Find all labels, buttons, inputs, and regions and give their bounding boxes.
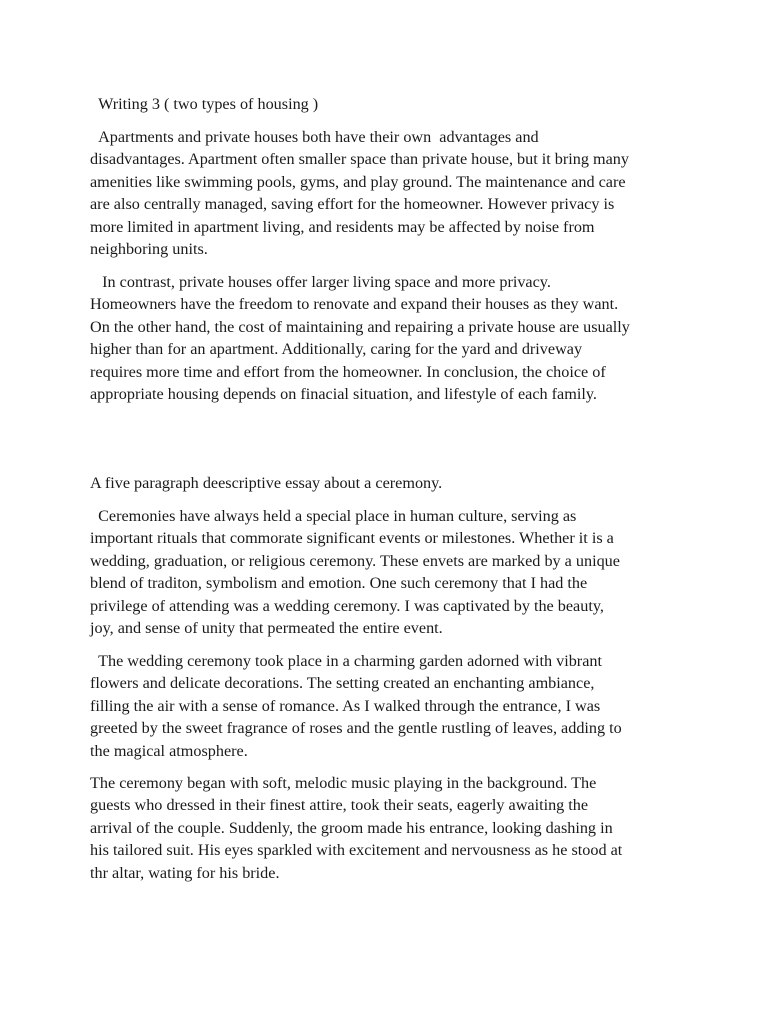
section2-paragraph-3: The ceremony began with soft, melodic music playing in the background. The guests who dressed in their finest attire, took their seats, eagerly awaiting the arrival of the couple. Suddenly, the groom made his entrance, looking dashing in his tailored suit. His eyes sparkled with excitement and nervousness as he stood at thr altar, wating for his bride. [90,774,623,882]
section1-paragraph-2: In contrast, private houses offer larger living space and more privacy. Homeowners have the freedom to renovate and expand their houses as they want. On the other hand, the cost of maintaining and repairing a private house are usually higher than for an apartment. Additionally, caring for the yard and driveway requires more time and effort from the homeowner. In conclusion, the choice of appropriate housing depends on finacial situation, and lifestyle of each family. [90,273,630,404]
section1-paragraph-1: Apartments and private houses both have their own advantages and disadvantages. Apartment often smaller space than private house, but it bring many amenities like swimming pools, gyms, and play ground. The maintenance and care are also centrally managed, saving effort for the homeowner. However privacy is more limited in apartment living, and residents may be affected by noise from neighboring units. [90,128,629,259]
section2-paragraph-1: Ceremonies have always held a special place in human culture, serving as important rituals that commorate significant events or milestones. Whether it is a wedding, graduation, or religious ceremony. These envets are marked by a unique blend of traditon, symbolism and emotion. One such ceremony that I had the privilege of attending was a wedding ceremony. I was captivated by the beauty, joy, and sense of unity that permeated the entire event. [90,507,620,638]
section1-heading: Writing 3 ( two types of housing ) [90,95,319,113]
section2-heading: A five paragraph deescriptive essay about a ceremony. [90,474,443,492]
section2-paragraph-2: The wedding ceremony took place in a charming garden adorned with vibrant flowers and delicate decorations. The setting created an enchanting ambiance, filling the air with a sense of romance. As I walked through the entrance, I was greeted by the sweet fragrance of roses and the gentle rustling of leaves, adding to the magical atmosphere. [90,652,622,760]
